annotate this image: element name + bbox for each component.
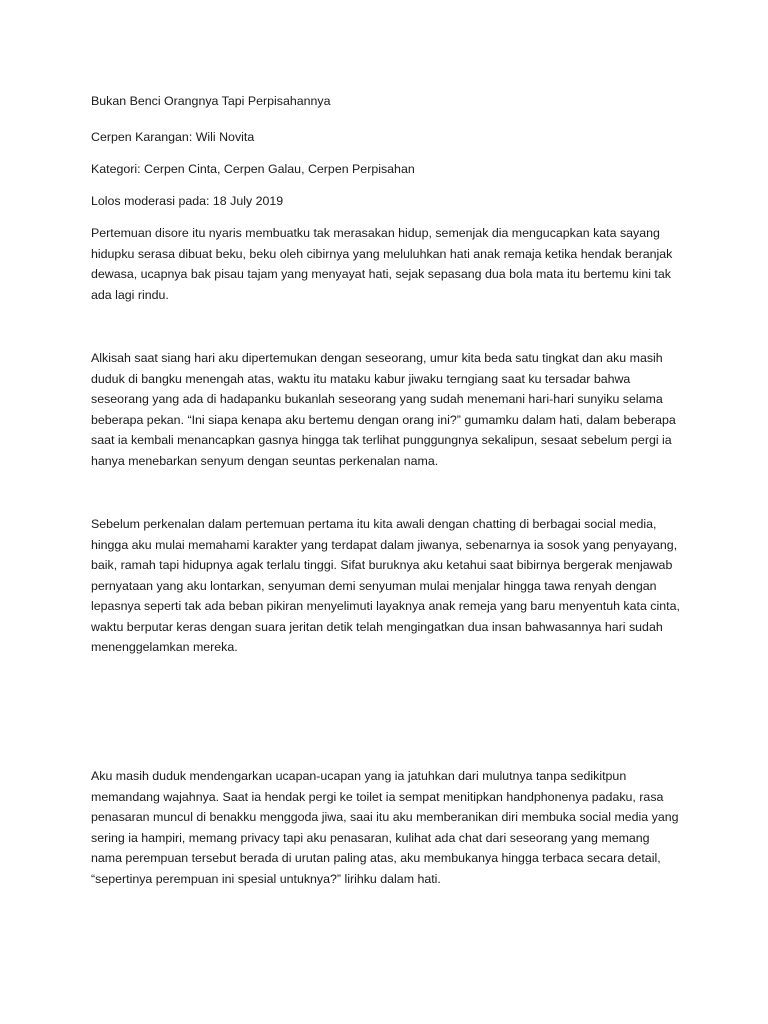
paragraph-4: Aku masih duduk mendengarkan ucapan-ucapan yang ia jatuhkan dari mulutnya tanpa sedikitpun memandang wajahnya. Saat ia hendak pergi ke toilet ia sempat menitipkan handphonenya padaku, rasa penasaran muncul di benakku menggoda jiwa, saai itu aku memberanikan diri membuka social media yang sering ia hampiri, memang privacy tapi aku penasaran, kulihat ada chat dari seseorang yang memang nama perempuan tersebut berada di urutan paling atas, aku membukanya hingga terbaca secara detail, “sepertinya perempuan ini spesial untuknya?” lirihku dalam hati. [91, 769, 679, 886]
story-title: Bukan Benci Orangnya Tapi Perpisahannya [91, 94, 331, 108]
paragraph-3: Sebelum perkenalan dalam pertemuan pertama itu kita awali dengan chatting di berbagai social media, hingga aku mulai memahami karakter yang terdapat dalam jiwanya, sebenarnya ia sosok yang penyayang, baik, ramah tapi hidupnya agak terlalu tinggi. Sifat buruknya aku ketahui saat bibirnya bergerak menjawab pernyataan yang aku lontarkan, senyuman demi senyuman mulai menjalar hingga tawa renyah dengan lepasnya seperti tak ada beban pikiran menyelimuti layaknya anak remeja yang baru menyentuh kata cinta, waktu berputar keras dengan suara jeritan detik telah mengingatkan dua insan bahwasannya hari sudah menenggelamkan mereka. [91, 517, 680, 654]
paragraph-2: Alkisah saat siang hari aku dipertemukan dengan seseorang, umur kita beda satu tingkat dan aku masih duduk di bangku menengah atas, waktu itu mataku kabur jiwaku terngiang saat ku tersadar bahwa seseorang yang ada di hadapanku bukanlah seseorang yang sudah menemani hari-hari sunyiku selama beberapa pekan. “Ini siapa kenapa aku bertemu dengan orang ini?” gumamku dalam hati, dalam beberapa saat ia kembali menancapkan gasnya hingga tak terlihat punggungnya sekalipun, sesaat sebelum pergi ia hanya menebarkan senyum dengan seuntas perkenalan nama. [91, 351, 676, 468]
author-line: Cerpen Karangan: Wili Novita [91, 130, 255, 144]
moderation-date-line: Lolos moderasi pada: 18 July 2019 [91, 194, 284, 208]
category-line: Kategori: Cerpen Cinta, Cerpen Galau, Cerpen Perpisahan [91, 162, 415, 176]
paragraph-1: Pertemuan disore itu nyaris membuatku tak merasakan hidup, semenjak dia mengucapkan kata sayang hidupku serasa dibuat beku, beku oleh cibirnya yang meluluhkan hati anak remaja ketika hendak beranjak dewasa, ucapnya bak pisau tajam yang menyayat hati, sejak sepasang dua bola mata itu bertemu kini tak ada lagi rindu. [91, 226, 673, 302]
